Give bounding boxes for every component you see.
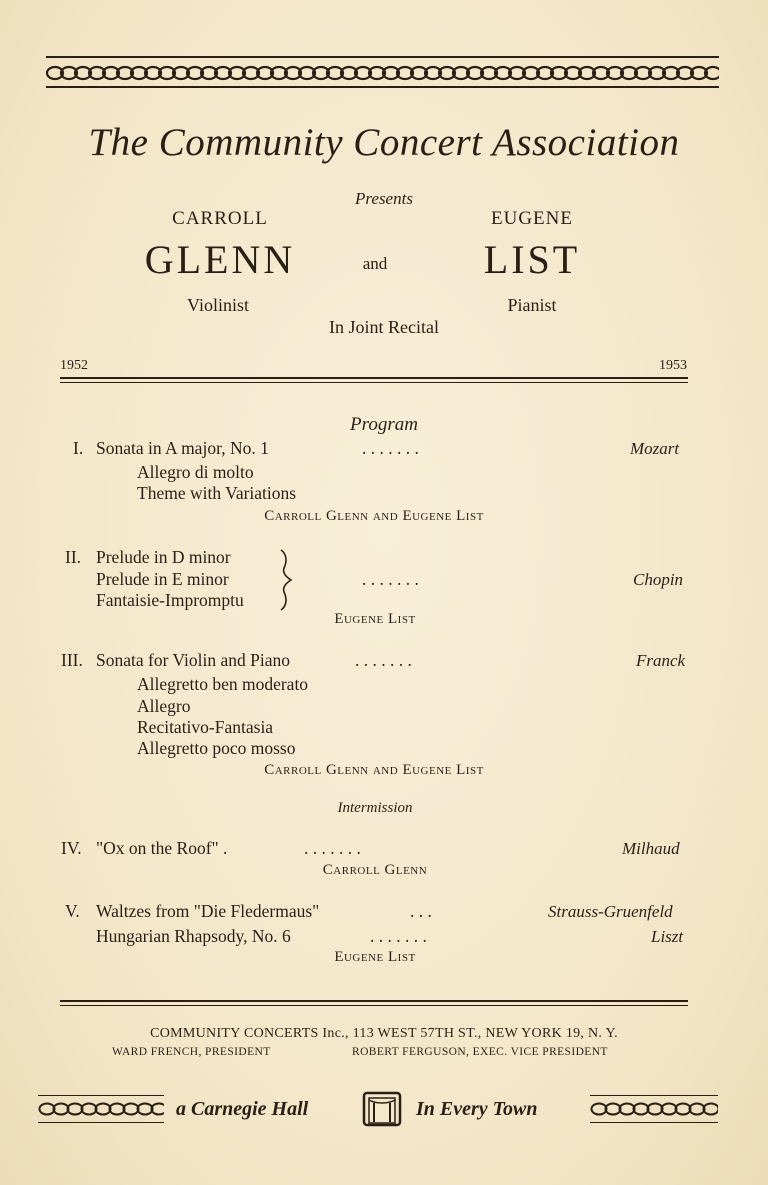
item-2-performers: Eugene List bbox=[334, 611, 416, 627]
intermission-label: Intermission bbox=[337, 800, 413, 816]
footer-rule-lower bbox=[60, 1005, 688, 1006]
item-3-dots: . . . . . . . bbox=[355, 650, 412, 670]
conjunction: and bbox=[362, 254, 388, 273]
item-5-composer-1: Strauss-Gruenfeld bbox=[548, 902, 673, 921]
item-5-performers: Eugene List bbox=[334, 949, 416, 965]
artist-right-role: Pianist bbox=[507, 295, 557, 315]
item-1-numeral: I. bbox=[73, 438, 84, 458]
item-4-performers: Carroll Glenn bbox=[322, 862, 428, 878]
item-5-dots-2: . . . . . . . bbox=[370, 926, 427, 946]
item-2-dots: . . . . . . . bbox=[362, 569, 419, 589]
item-5-line-1: Waltzes from "Die Fledermaus" bbox=[96, 901, 320, 921]
footer-vice-president: ROBERT FERGUSON, EXEC. VICE PRESIDENT bbox=[352, 1046, 608, 1058]
slogan-left: a Carnegie Hall bbox=[176, 1098, 309, 1120]
carnegie-hall-icon bbox=[362, 1091, 402, 1127]
chain-ornament-top bbox=[46, 62, 719, 84]
item-1-performers: Carroll Glenn and Eugene List bbox=[264, 508, 484, 524]
item-4-composer: Milhaud bbox=[622, 839, 680, 858]
item-2-line-1: Prelude in D minor bbox=[96, 547, 231, 567]
item-5-numeral: V. bbox=[65, 901, 80, 921]
year-left: 1952 bbox=[60, 358, 88, 373]
item-3-movement-1: Allegretto ben moderato bbox=[137, 674, 309, 694]
item-2-line-2: Prelude in E minor bbox=[96, 569, 229, 589]
item-3-movement-4: Allegretto poco mosso bbox=[137, 738, 296, 758]
item-5-line-2: Hungarian Rhapsody, No. 6 bbox=[96, 926, 291, 946]
presents-label: Presents bbox=[355, 189, 413, 208]
item-4-title: "Ox on the Roof" . bbox=[96, 838, 228, 858]
artist-left-last: GLENN bbox=[144, 237, 296, 282]
item-3-composer: Franck bbox=[636, 651, 686, 670]
item-2-composer: Chopin bbox=[633, 570, 684, 589]
association-title: The Community Concert Association bbox=[88, 121, 680, 164]
item-2-numeral: II. bbox=[65, 547, 82, 567]
brace-mark bbox=[278, 548, 294, 612]
artist-left-first: CARROLL bbox=[172, 208, 268, 229]
item-3-performers: Carroll Glenn and Eugene List bbox=[264, 762, 484, 778]
item-5-dots-1: . . . bbox=[410, 901, 432, 921]
chain-ornament-right bbox=[590, 1100, 718, 1118]
item-1-dots: . . . . . . . bbox=[362, 438, 419, 458]
item-1-composer: Mozart bbox=[630, 439, 680, 458]
footer-address: COMMUNITY CONCERTS Inc., 113 WEST 57TH ST., NEW YORK 19, N. Y. bbox=[150, 1026, 618, 1041]
chain-ornament-left bbox=[38, 1100, 164, 1118]
top-rule-lower bbox=[46, 86, 719, 88]
item-2-line-3: Fantaisie-Impromptu bbox=[96, 590, 244, 610]
header-rule-lower bbox=[60, 382, 688, 383]
footer-president: WARD FRENCH, PRESIDENT bbox=[112, 1046, 271, 1058]
item-3-numeral: III. bbox=[61, 650, 83, 670]
artist-left-role: Violinist bbox=[187, 295, 249, 315]
recital-label: In Joint Recital bbox=[329, 317, 439, 337]
footer-rule bbox=[60, 1000, 688, 1002]
slogan-rule-left-top bbox=[38, 1095, 164, 1096]
slogan-right: In Every Town bbox=[416, 1098, 538, 1120]
item-1-movement-2: Theme with Variations bbox=[137, 483, 297, 503]
artist-right-first: EUGENE bbox=[491, 208, 573, 229]
item-1-movement-1: Allegro di molto bbox=[137, 462, 254, 482]
item-3-movement-2: Allegro bbox=[137, 696, 191, 716]
slogan-rule-right-bottom bbox=[590, 1122, 718, 1123]
item-4-numeral: IV. bbox=[61, 838, 82, 858]
item-5-composer-2: Liszt bbox=[651, 927, 684, 946]
slogan-rule-left-bottom bbox=[38, 1122, 164, 1123]
item-1-title: Sonata in A major, No. 1 bbox=[96, 438, 269, 458]
slogan-rule-right-top bbox=[590, 1095, 718, 1096]
item-3-title: Sonata for Violin and Piano bbox=[96, 650, 291, 670]
header-rule bbox=[60, 377, 688, 379]
item-4-dots: . . . . . . . bbox=[304, 838, 361, 858]
year-right: 1953 bbox=[659, 358, 687, 373]
top-rule bbox=[46, 56, 719, 58]
item-3-movement-3: Recitativo-Fantasia bbox=[137, 717, 274, 737]
artist-right-last: LIST bbox=[483, 237, 581, 282]
program-heading: Program bbox=[350, 414, 418, 435]
